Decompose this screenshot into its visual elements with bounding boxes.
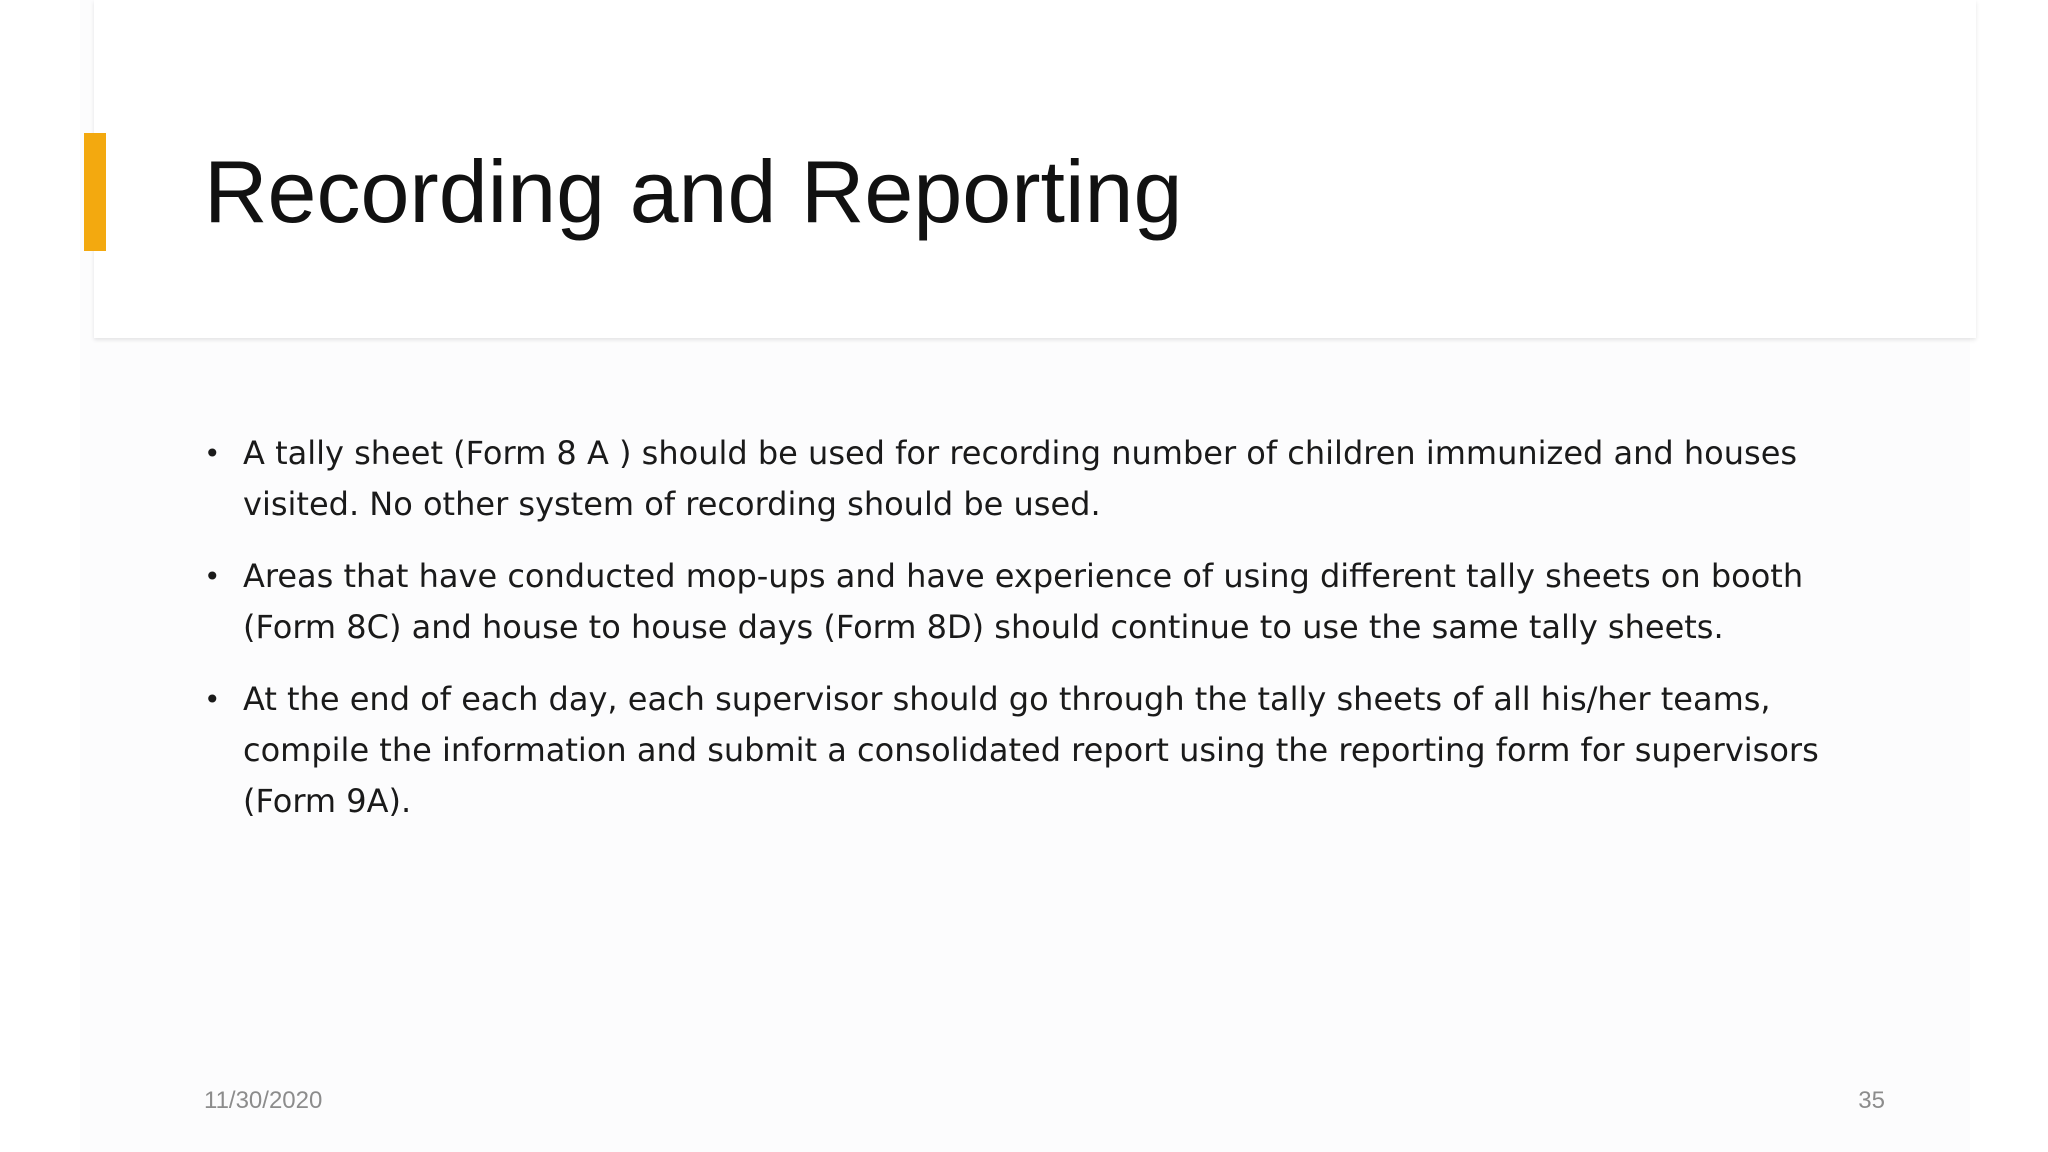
title-accent-bar bbox=[84, 133, 106, 251]
bullet-text: A tally sheet (Form 8 A ) should be used for recording number of children immunized and houses visited. No other system of recording should be used. bbox=[243, 434, 1798, 523]
bullet-text: Areas that have conducted mop-ups and have experience of using different tally sheets on booth (Form 8C) and house to house days (Form 8D) should continue to use the same tally sheets. bbox=[243, 557, 1804, 646]
bullet-text: At the end of each day, each supervisor should go through the tally sheets of all his/her teams, compile the information and submit a consolidated report using the reporting form for supervisors (Form 9A). bbox=[243, 680, 1819, 820]
bullet-glyph: • bbox=[204, 437, 221, 470]
bullet-glyph: • bbox=[204, 683, 221, 716]
slide-title: Recording and Reporting bbox=[204, 142, 1183, 241]
bullet-list bbox=[204, 428, 1904, 848]
bullet-item bbox=[204, 674, 1904, 827]
bullet-glyph: • bbox=[204, 560, 221, 593]
footer-page-number: 35 bbox=[1858, 1087, 1885, 1114]
bullet-item bbox=[204, 428, 1904, 530]
bullet-item bbox=[204, 551, 1904, 653]
footer-date: 11/30/2020 bbox=[204, 1087, 323, 1114]
